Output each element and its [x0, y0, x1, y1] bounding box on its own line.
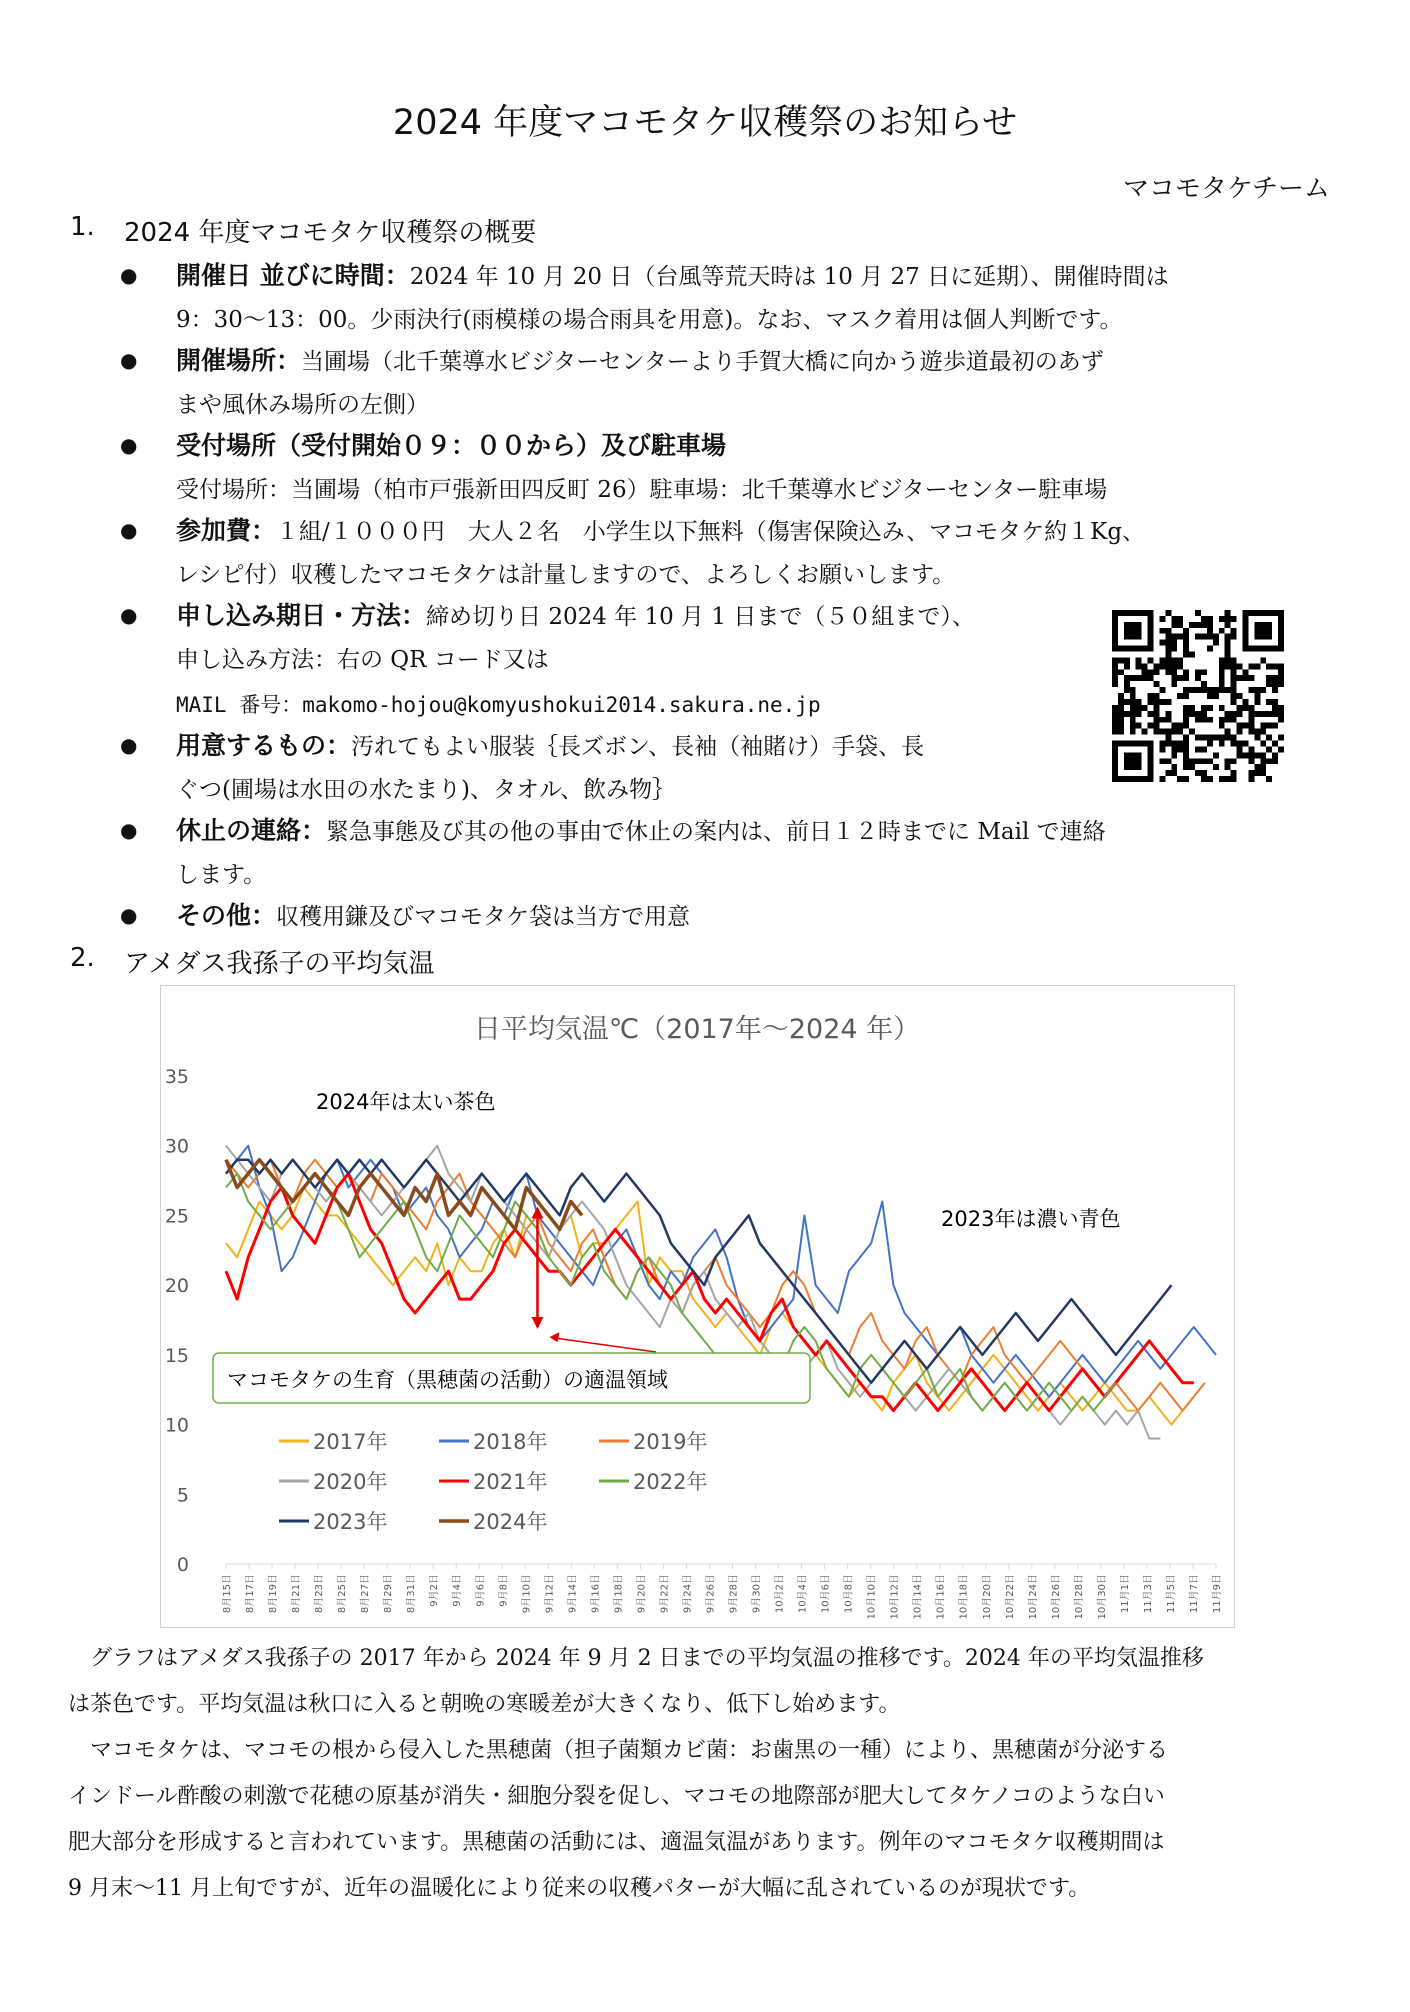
item-label: 参加費： — [176, 516, 277, 545]
x-tick-label: 10月8日 — [843, 1574, 855, 1614]
x-tick-label: 9月20日 — [636, 1574, 648, 1614]
x-tick-label: 9月28日 — [728, 1574, 740, 1614]
item-line — [176, 508, 1145, 555]
x-tick-label: 10月6日 — [820, 1574, 832, 1614]
legend-label: 2019年 — [633, 1430, 708, 1454]
bullet-icon: ● — [120, 733, 138, 757]
author-team: マコモタケチーム — [1123, 174, 1330, 204]
pointer-line — [555, 1338, 656, 1352]
item-line — [176, 423, 726, 470]
item-line — [176, 723, 924, 770]
item-text: １組/１０００円 大人２名 小学生以下無料（傷害保険込み、マコモタケ約１Kg、 — [276, 519, 1146, 545]
y-tick-label: 0 — [176, 1554, 189, 1576]
item-text: 2024 年 10 月 20 日（台風等荒天時は 10 月 27 日に延期）、開催時間は — [409, 264, 1169, 290]
x-tick-label: 8月31日 — [406, 1574, 418, 1614]
bullet-icon: ● — [120, 433, 138, 457]
item-line — [176, 808, 1106, 855]
legend-label: 2017年 — [313, 1430, 388, 1454]
y-tick-label: 5 — [176, 1484, 189, 1507]
y-tick-label: 30 — [164, 1135, 189, 1158]
x-tick-label: 11月7日 — [1188, 1574, 1200, 1614]
item-label: 用意するもの： — [176, 731, 352, 760]
item-label: 開催日 並びに時間： — [176, 261, 410, 290]
item-line-2: まや風休み場所の左側） — [176, 392, 429, 418]
x-tick-label: 9月24日 — [682, 1574, 694, 1614]
paragraph-graph-description — [68, 1636, 1338, 1728]
legend-label: 2020年 — [313, 1470, 388, 1494]
item-label: 受付場所（受付開始０９：００から）及び駐車場 — [176, 431, 727, 460]
x-tick-label: 8月27日 — [360, 1574, 372, 1614]
bullet-icon: ● — [120, 518, 138, 542]
item-line — [176, 593, 975, 640]
y-tick-label: 25 — [164, 1205, 189, 1228]
pointer-arrow-head — [549, 1332, 559, 1342]
x-tick-label: 9月10日 — [521, 1574, 533, 1614]
x-tick-label: 10月30日 — [1096, 1574, 1108, 1620]
paragraph-line: インドール酢酸の刺激で花穂の原基が消失・細胞分裂を促し、マコモの地際部が肥大してタケノコのような白い — [68, 1784, 1165, 1809]
qr-code[interactable] — [1112, 610, 1284, 782]
chart-svg — [161, 986, 1234, 1627]
x-tick-label: 10月22日 — [1004, 1574, 1016, 1620]
chart-title: 日平均気温℃（2017年〜2024 年） — [473, 1014, 921, 1045]
item-label: 開催場所： — [176, 346, 302, 375]
item-text: 収穫用鎌及びマコモタケ袋は当方で用意 — [276, 904, 691, 930]
legend-label: 2023年 — [313, 1510, 388, 1534]
paragraph-line: 肥大部分を形成すると言われています。黒穂菌の活動には、適温気温があります。例年のマコモタケ収穫期間は — [68, 1830, 1165, 1855]
x-tick-label: 10月4日 — [797, 1574, 809, 1614]
item-line — [176, 253, 1169, 300]
legend-label: 2024年 — [473, 1510, 548, 1534]
x-tick-label: 10月18日 — [958, 1574, 970, 1620]
paragraph-line: は茶色です。平均気温は秋口に入ると朝晩の寒暖差が大きくなり、低下し始めます。 — [68, 1692, 901, 1717]
y-tick-label: 10 — [164, 1414, 189, 1437]
item-line — [176, 893, 690, 940]
item-line-2: ぐつ(圃場は水田の水たまり)、タオル、飲み物｝ — [176, 777, 676, 803]
x-tick-label: 9月18日 — [613, 1574, 625, 1614]
x-tick-label: 9月2日 — [429, 1574, 441, 1607]
x-tick-label: 10月26日 — [1050, 1574, 1062, 1620]
paragraph-makomotake — [68, 1728, 1338, 1912]
bullet-icon: ● — [120, 903, 138, 927]
item-line-2: 申し込み方法：右の QR コード又は — [176, 647, 549, 673]
item-text: 締め切り日 2024 年 10 月 1 日まで（５０組まで）、 — [426, 604, 975, 630]
item-line-2: 9：30〜13：00。少雨決行(雨模様の場合雨具を用意)。なお、マスク着用は個人判断です。 — [176, 307, 1123, 333]
x-tick-label: 8月21日 — [291, 1574, 303, 1614]
x-tick-label: 8月25日 — [337, 1574, 349, 1614]
x-tick-label: 8月23日 — [314, 1574, 326, 1614]
item-label: 休止の連絡： — [176, 816, 327, 845]
bullet-icon: ● — [120, 348, 138, 372]
range-arrow-head-bottom — [531, 1317, 543, 1329]
range-box-label: マコモタケの生育（黒穂菌の活動）の適温領域 — [227, 1368, 668, 1392]
series-line-2023年 — [226, 1160, 1172, 1383]
legend-label: 2018年 — [473, 1430, 548, 1454]
x-tick-label: 9月22日 — [659, 1574, 671, 1614]
section-title: アメダス我孫子の平均気温 — [124, 949, 435, 979]
paragraph-line: グラフはアメダス我孫子の 2017 年から 2024 年 9 月 2 日までの平均気温の推移です。2024 年の平均気温推移 — [90, 1646, 1204, 1671]
bullet-icon: ● — [120, 263, 138, 287]
item-line-2: 受付場所：当圃場（柏市戸張新田四反町 26）駐車場：北千葉導水ビジターセンター駐車場 — [176, 477, 1108, 503]
email-address[interactable]: MAIL 番号：makomo-hojou@komyushokui2014.sakura.ne.jp — [176, 693, 821, 717]
x-tick-label: 10月12日 — [889, 1574, 901, 1620]
x-tick-label: 9月4日 — [452, 1574, 464, 1607]
x-tick-label: 8月15日 — [222, 1574, 233, 1614]
legend-label: 2022年 — [633, 1470, 708, 1494]
y-tick-label: 15 — [164, 1344, 189, 1367]
x-tick-label: 11月3日 — [1142, 1574, 1154, 1614]
paragraph-line: マコモタケは、マコモの根から侵入した黒穂菌（担子菌類カビ菌：お歯黒の一種）により、黒穂菌が分泌する — [90, 1738, 1169, 1763]
paragraph-line: 9 月末〜11 月上旬ですが、近年の温暖化により従来の収穫パターが大幅に乱されているのが現状です。 — [68, 1876, 1091, 1901]
x-tick-label: 10月2日 — [774, 1574, 786, 1614]
section-number: 2. — [70, 943, 95, 973]
item-label: その他： — [176, 901, 277, 930]
x-tick-label: 10月28日 — [1073, 1574, 1085, 1620]
temperature-chart — [160, 985, 1235, 1628]
x-tick-label: 9月16日 — [590, 1574, 602, 1614]
legend-label: 2021年 — [473, 1470, 548, 1494]
item-text: 緊急事態及び其の他の事由で休止の案内は、前日１２時までに Mail で連絡 — [326, 819, 1106, 845]
item-text: 当圃場（北千葉導水ビジターセンターより手賀大橋に向かう遊歩道最初のあず — [301, 349, 1104, 375]
x-tick-label: 11月1日 — [1119, 1574, 1131, 1614]
x-tick-label: 9月26日 — [705, 1574, 717, 1614]
x-tick-label: 10月16日 — [935, 1574, 947, 1620]
item-line-2: します。 — [176, 862, 267, 888]
item-line — [176, 338, 1104, 385]
x-tick-label: 10月20日 — [981, 1574, 993, 1620]
item-text: 汚れてもよい服装｛長ズボン、長袖（袖賭け）手袋、長 — [351, 734, 925, 760]
section-number: 1. — [70, 212, 95, 242]
annotation-2024: 2024年は太い茶色 — [316, 1090, 496, 1114]
bullet-icon: ● — [120, 818, 138, 842]
x-tick-label: 10月14日 — [912, 1574, 924, 1620]
item-line-2: レシピ付）収穫したマコモタケは計量しますので、よろしくお願いします。 — [176, 562, 956, 588]
x-tick-label: 11月5日 — [1165, 1574, 1177, 1614]
y-tick-label: 20 — [164, 1275, 189, 1298]
x-tick-label: 10月24日 — [1027, 1574, 1039, 1620]
x-tick-label: 9月30日 — [751, 1574, 763, 1614]
section-title: 2024 年度マコモタケ収穫祭の概要 — [124, 218, 537, 248]
x-tick-label: 8月17日 — [245, 1574, 257, 1614]
x-tick-label: 9月6日 — [475, 1574, 487, 1607]
x-tick-label: 9月8日 — [498, 1574, 510, 1607]
x-tick-label: 9月12日 — [544, 1574, 556, 1614]
annotation-2023: 2023年は濃い青色 — [941, 1207, 1121, 1231]
x-tick-label: 9月14日 — [567, 1574, 579, 1614]
item-label: 申し込み期日・方法： — [176, 601, 427, 630]
y-tick-label: 35 — [164, 1066, 189, 1088]
document-title: 2024 年度マコモタケ収穫祭のお知らせ — [392, 103, 1018, 143]
x-tick-label: 11月9日 — [1212, 1574, 1223, 1614]
x-tick-label: 8月29日 — [383, 1574, 395, 1614]
x-tick-label: 8月19日 — [268, 1574, 280, 1614]
x-tick-label: 10月10日 — [866, 1574, 878, 1620]
bullet-icon: ● — [120, 603, 138, 627]
